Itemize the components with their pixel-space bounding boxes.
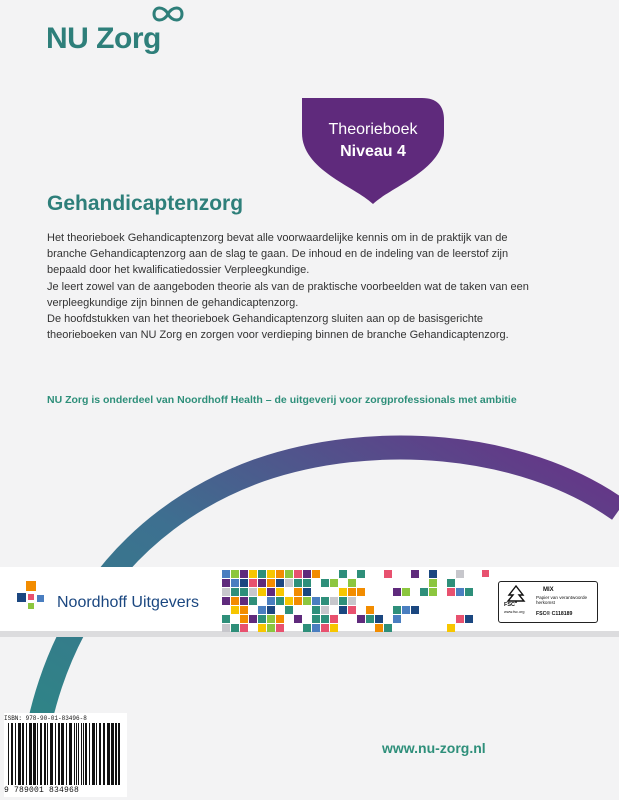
publisher-name: Noordhoff Uitgevers: [57, 594, 199, 611]
book-title: Gehandicaptenzorg: [47, 192, 244, 215]
fsc-site: www.fsc.org: [504, 610, 525, 614]
barcode-digits: 9 789001 834968: [4, 786, 80, 795]
publisher-tagline: NU Zorg is onderdeel van Noordhoff Health – de uitgeverij voor zorgprofessionals met ambitie: [47, 394, 517, 406]
isbn-label: ISBN: 978-90-01-83496-8: [4, 715, 87, 722]
badge-level: Niveau 4: [340, 143, 406, 160]
badge-title: Theorieboek: [328, 121, 418, 138]
noordhoff-logo-icon: [17, 581, 53, 617]
pixel-mosaic: [222, 570, 482, 632]
fsc-tree-icon: [503, 585, 529, 603]
fsc-code: FSC® C118189: [536, 611, 573, 617]
website-url: www.nu-zorg.nl: [382, 740, 486, 756]
description-paragraph-3: De hoofdstukken van het theorieboek Gehandicaptenzorg sluiten aan op de basisgerichte theorieboeken van NU Zorg en zorgen voor verdieping binnen de branche Gehandicaptenzorg.: [47, 313, 509, 342]
nu-zorg-logo: NU Zorg: [46, 22, 161, 55]
barcode-image: [6, 723, 124, 785]
fsc-label: [498, 581, 598, 623]
fsc-mix: MIX: [543, 587, 554, 593]
description-paragraph-1: Het theorieboek Gehandicaptenzorg bevat alle voorwaardelijke kennis om in de praktijk van de branche Gehandicaptenzorg aan de slag te gaan. De inhoud en de indeling van de leerstof zijn bepaald door het kwalificatiedossier Verpleegkundige.: [47, 232, 509, 277]
fsc-mark: FSC: [504, 602, 515, 608]
description-paragraph-2: Je leert zowel van de aangeboden theorie als van de praktische voorbeelden wat de taken van een verpleegkundige zijn binnen de gehandicaptenzorg.: [47, 280, 529, 309]
fsc-description: Papier van verantwoorde herkomst: [536, 595, 588, 605]
accent-square: [482, 570, 489, 577]
